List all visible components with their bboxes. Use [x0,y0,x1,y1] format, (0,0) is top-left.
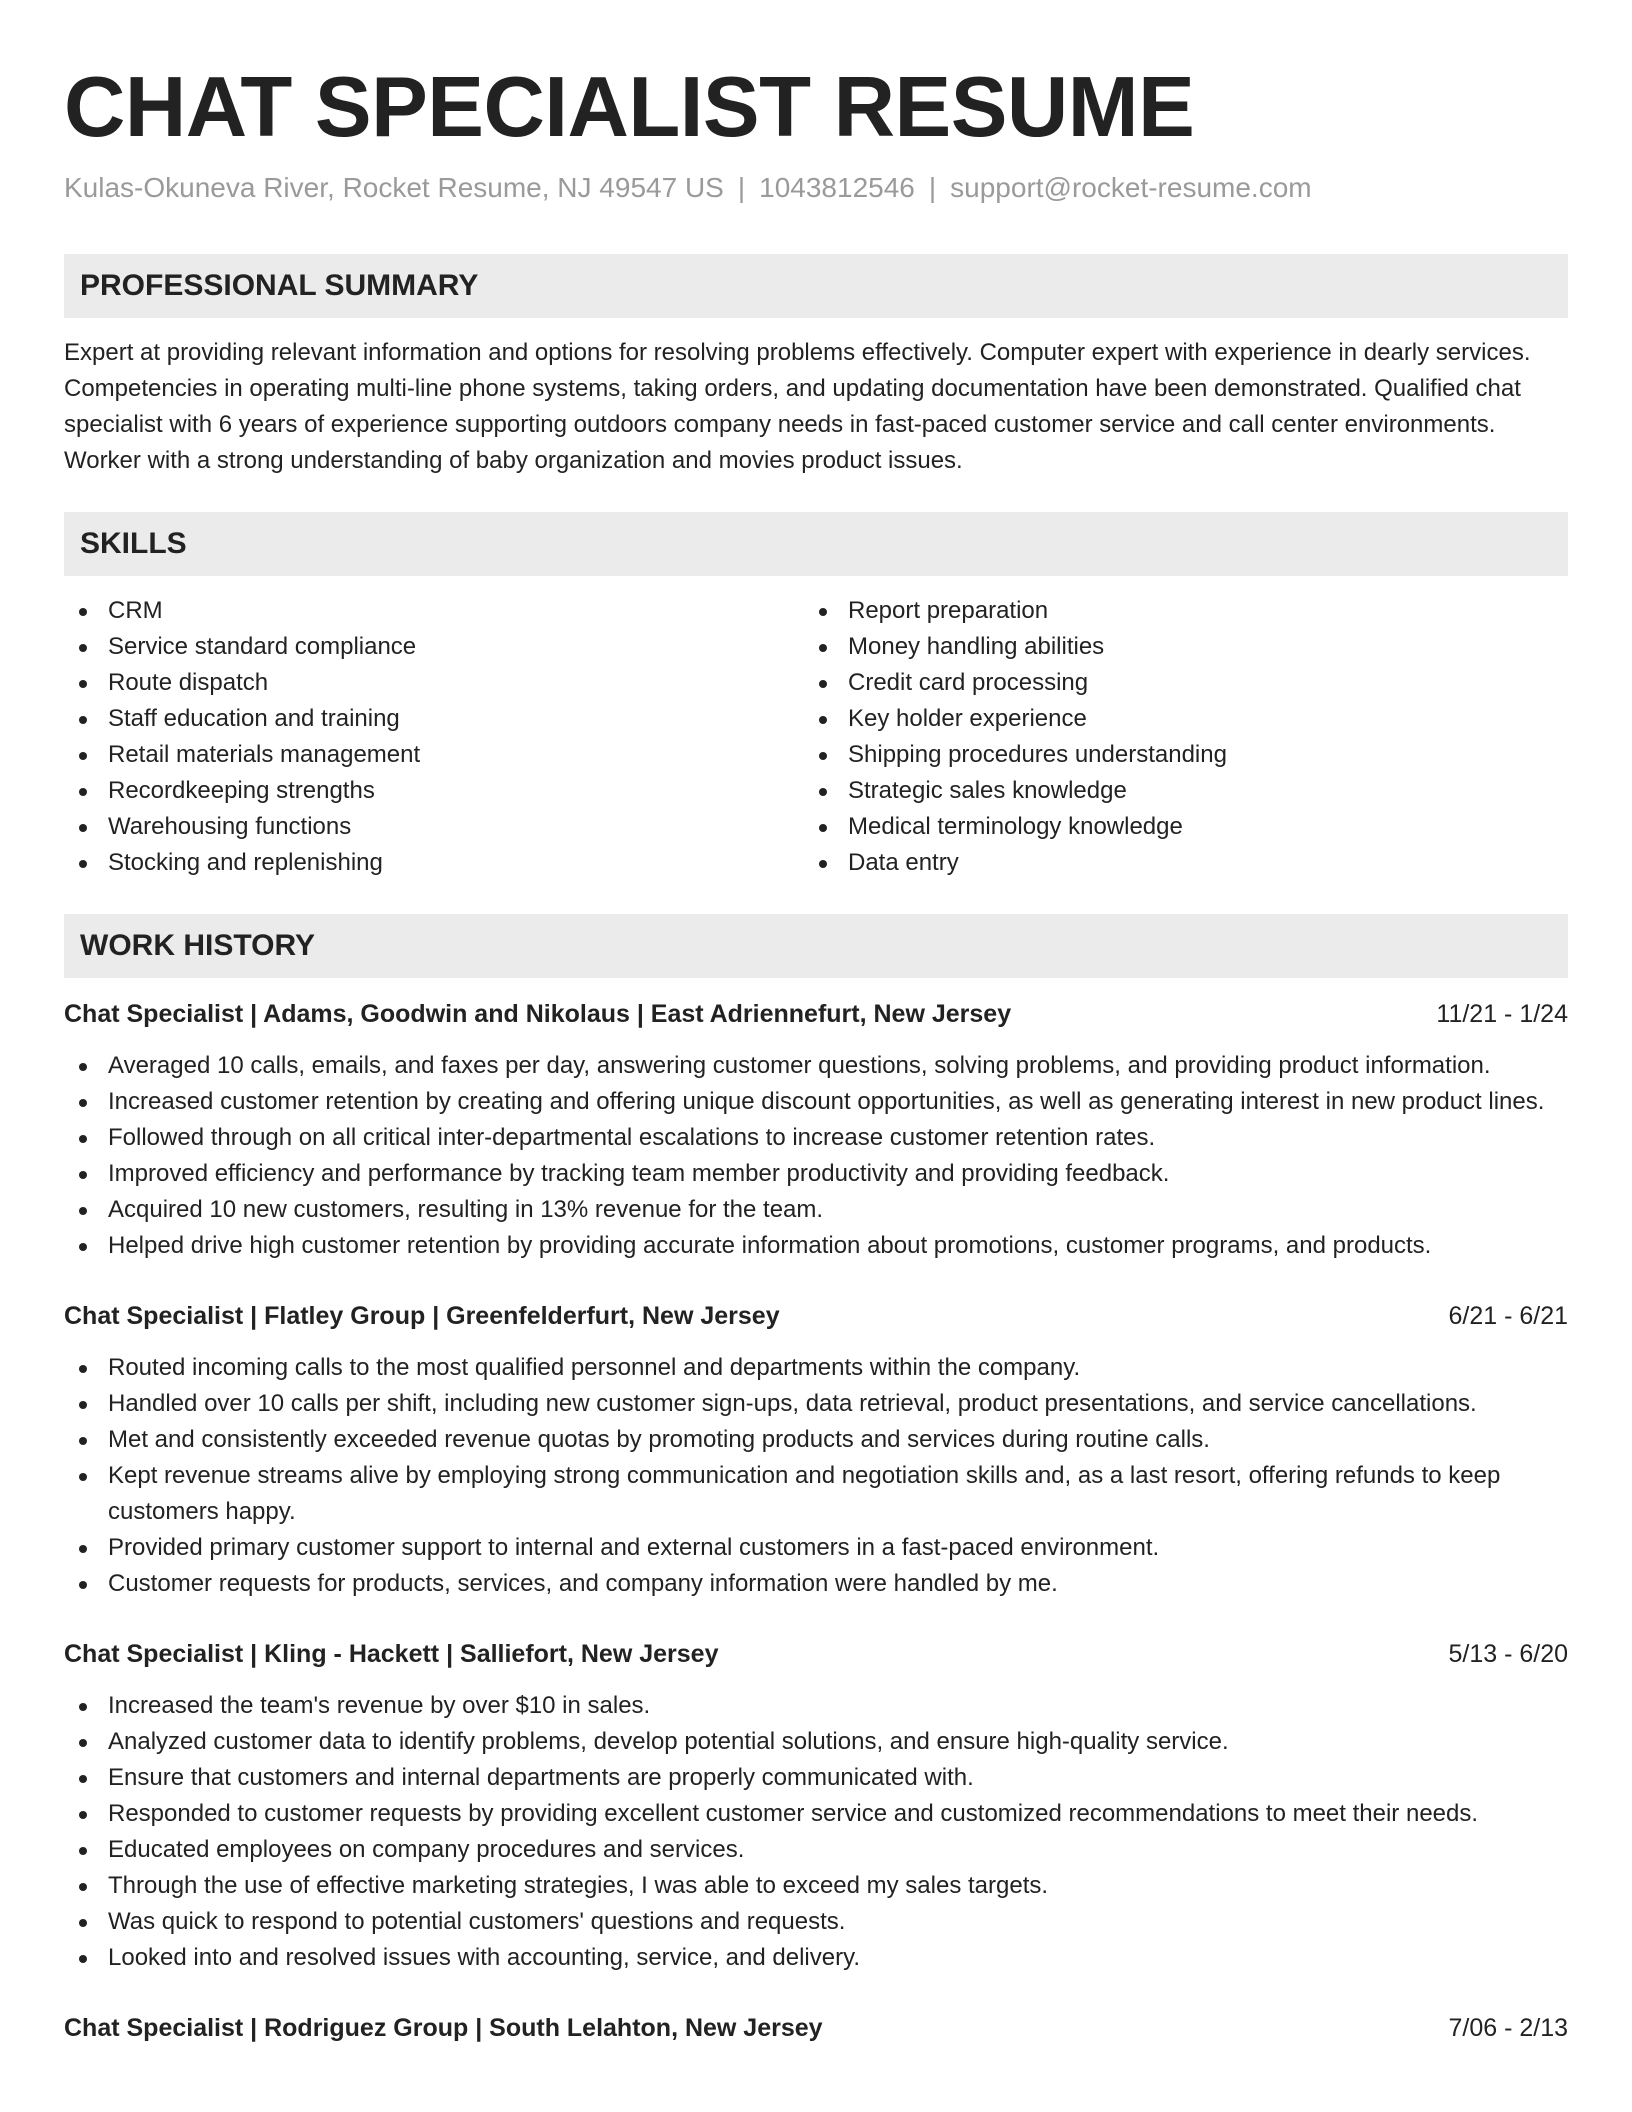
job-bullet: Handled over 10 calls per shift, including new customer sign-ups, data retrieval, product presentations, and service cancellations. [64,1386,1568,1422]
section-header-work-history: WORK HISTORY [64,914,1568,978]
job-bullet: Educated employees on company procedures and services. [64,1832,1568,1868]
email: support@rocket-resume.com [950,172,1312,203]
summary-text: Expert at providing relevant information and options for resolving problems effectively. Computer expert with experience in dearly services. Competencies in operating multi-line phone systems, taking orders, and updating documentation have been demonstrated. Qualified chat specialist with 6 years of experience supporting outdoors company needs in fast-paced customer service and call center environments. Worker with a strong understanding of baby organization and movies product issues. [64,339,1531,474]
job-dates: 5/13 - 6/20 [1448,1640,1568,1668]
job-bullet: Through the use of effective marketing strategies, I was able to exceed my sales targets. [64,1868,1568,1904]
skill-item: Recordkeeping strengths [64,773,804,809]
separator: | [928,172,937,203]
job-bullet: Was quick to respond to potential customers' questions and requests. [64,1904,1568,1940]
job-bullets [64,1688,1568,1976]
job-bullet: Increased the team's revenue by over $10 in sales. [64,1688,1568,1724]
skills-list [64,593,1568,881]
job-bullet: Improved efficiency and performance by tracking team member productivity and providing feedback. [64,1156,1568,1192]
skill-item: Key holder experience [804,701,1227,737]
job-bullet: Responded to customer requests by providing excellent customer service and customized recommendations to meet their needs. [64,1796,1568,1832]
job-entry [64,996,1568,1264]
skill-item: Money handling abilities [804,629,1227,665]
skill-item: CRM [64,593,804,629]
address: Kulas-Okuneva River, Rocket Resume, NJ 49547 US [64,172,724,203]
job-dates: 11/21 - 1/24 [1436,1000,1568,1028]
skill-item: Medical terminology knowledge [804,809,1227,845]
skills-column-right [804,593,1227,881]
skill-item: Retail materials management [64,737,804,773]
skill-item: Service standard compliance [64,629,804,665]
job-bullet: Kept revenue streams alive by employing strong communication and negotiation skills and, as a last resort, offering refunds to keep customers happy. [64,1458,1568,1530]
job-heading: Chat Specialist | Adams, Goodwin and Nikolaus | East Adriennefurt, New Jersey [64,1000,1012,1028]
job-bullet: Ensure that customers and internal departments are properly communicated with. [64,1760,1568,1796]
job-bullet: Acquired 10 new customers, resulting in 13% revenue for the team. [64,1192,1568,1228]
skill-item: Credit card processing [804,665,1227,701]
job-heading: Chat Specialist | Flatley Group | Greenfelderfurt, New Jersey [64,1302,780,1330]
contact-line [64,170,1568,206]
skill-item: Stocking and replenishing [64,845,804,881]
job-heading: Chat Specialist | Rodriguez Group | South Lelahton, New Jersey [64,2014,823,2042]
job-bullet: Met and consistently exceeded revenue quotas by promoting products and services during routine calls. [64,1422,1568,1458]
skill-item: Shipping procedures understanding [804,737,1227,773]
phone: 1043812546 [759,172,915,203]
skills-column-left [64,593,804,881]
job-bullet: Analyzed customer data to identify problems, develop potential solutions, and ensure high-quality service. [64,1724,1568,1760]
job-bullet: Customer requests for products, services, and company information were handled by me. [64,1566,1568,1602]
job-bullets [64,1048,1568,1264]
section-header-skills: SKILLS [64,512,1568,576]
job-entry [64,2010,1568,2046]
job-heading-row [64,1298,1568,1334]
job-bullet: Increased customer retention by creating and offering unique discount opportunities, as well as generating interest in new product lines. [64,1084,1568,1120]
job-heading-row [64,2010,1568,2046]
skill-item: Report preparation [804,593,1227,629]
job-heading-row [64,1636,1568,1672]
skill-item: Warehousing functions [64,809,804,845]
separator: | [737,172,746,203]
skill-item: Data entry [804,845,1227,881]
job-bullet: Followed through on all critical inter-departmental escalations to increase customer retention rates. [64,1120,1568,1156]
job-bullet: Helped drive high customer retention by providing accurate information about promotions, customer programs, and products. [64,1228,1568,1264]
job-bullet: Provided primary customer support to internal and external customers in a fast-paced environment. [64,1530,1568,1566]
job-dates: 7/06 - 2/13 [1448,2014,1568,2042]
job-bullet: Routed incoming calls to the most qualified personnel and departments within the company. [64,1350,1568,1386]
job-heading-row [64,996,1568,1032]
job-entry [64,1636,1568,1976]
skill-item: Strategic sales knowledge [804,773,1227,809]
job-entry [64,1298,1568,1602]
job-bullets [64,1350,1568,1602]
resume-title: CHAT SPECIALIST RESUME [64,60,1195,155]
job-bullet: Averaged 10 calls, emails, and faxes per day, answering customer questions, solving problems, and providing product information. [64,1048,1568,1084]
job-dates: 6/21 - 6/21 [1448,1302,1568,1330]
job-bullet: Looked into and resolved issues with accounting, service, and delivery. [64,1940,1568,1976]
skill-item: Route dispatch [64,665,804,701]
section-header-summary: PROFESSIONAL SUMMARY [64,254,1568,318]
job-heading: Chat Specialist | Kling - Hackett | Salliefort, New Jersey [64,1640,719,1668]
skill-item: Staff education and training [64,701,804,737]
